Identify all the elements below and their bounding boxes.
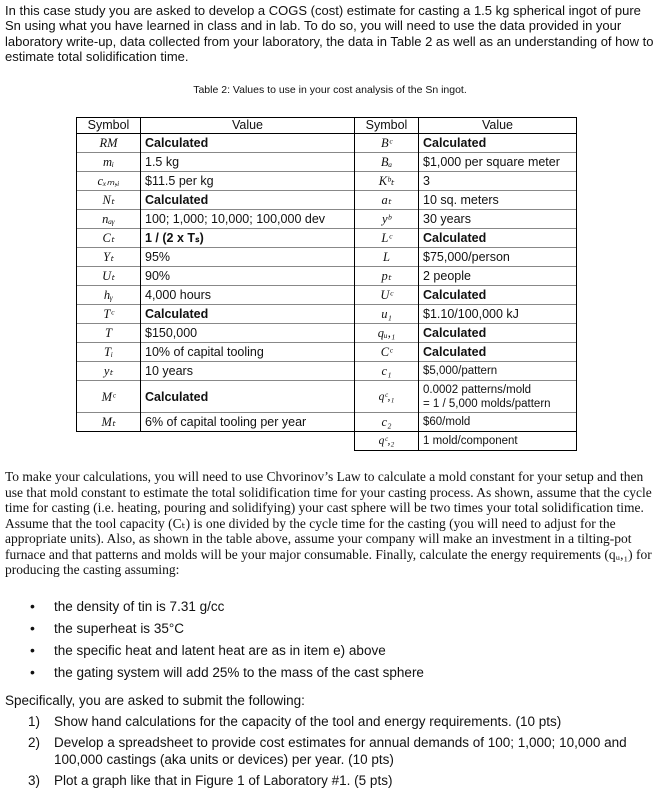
- value-cell: 2 people: [419, 267, 577, 286]
- value-cell: Calculated: [141, 191, 355, 210]
- symbol-cell: Lᶜ: [355, 229, 419, 248]
- value-cell: $150,000: [141, 324, 355, 343]
- value-cell: Calculated: [419, 343, 577, 362]
- table-row: [77, 153, 577, 172]
- value-cell: Calculated: [141, 381, 355, 413]
- value-cell: 90%: [141, 267, 355, 286]
- table-row: [77, 229, 577, 248]
- list-item-text: the density of tin is 7.31 g/cc: [54, 599, 225, 615]
- value-cell: 6% of capital tooling per year: [141, 413, 355, 432]
- symbol-cell: L: [355, 248, 419, 267]
- symbol-cell: yᵇ: [355, 210, 419, 229]
- task-number: 1): [28, 714, 41, 729]
- table-row: [77, 324, 577, 343]
- value-cell: $11.5 per kg: [141, 172, 355, 191]
- value-cell: 1 / (2 x Tₛ): [141, 229, 355, 248]
- table-header-row: [77, 118, 577, 134]
- symbol-cell: Uᶜ: [355, 286, 419, 305]
- table-row: [77, 432, 577, 451]
- list-item: [28, 713, 638, 730]
- symbol-cell: Bᶜ: [355, 134, 419, 153]
- task-text: Plot a graph like that in Figure 1 of Laboratory #1. (5 pts): [54, 773, 393, 788]
- list-item: [30, 618, 424, 640]
- table-row: [77, 248, 577, 267]
- task-list: [28, 713, 638, 793]
- instructions-paragraph: To make your calculations, you will need to use Chvorinov’s Law to calculate a mold constant for your setup and then use that mold constant to estimate the total solidification time for your casting process. As shown, assume that the cycle time for casting (i.e. heating, pouring and solidifying) your cast sphere will be two times your total solidification time. Assume that the tool capacity (Cₜ) is one divided by the cycle time for the casting (you will need to adjust for the appropriate units). Also, as shown in the table above, assume your company will make an investment in a tilting-pot furnace and that patterns and molds will be your major consumable. Finally, calculate the energy requirements (qᵤ,₁) for producing the casting assuming:: [5, 469, 652, 577]
- value-cell: Calculated: [419, 134, 577, 153]
- symbol-cell: Tᶜ: [77, 305, 141, 324]
- symbol-cell: qᶜ,₂: [355, 432, 419, 451]
- values-table: [76, 117, 577, 451]
- symbol-cell: RM: [77, 134, 141, 153]
- symbol-cell: c₂: [355, 413, 419, 432]
- symbol-cell: Kᵇₜ: [355, 172, 419, 191]
- empty-cell: [77, 432, 141, 451]
- value-cell: Calculated: [141, 305, 355, 324]
- table-row: [77, 134, 577, 153]
- value-cell: $60/mold: [419, 413, 577, 432]
- value-cell: 4,000 hours: [141, 286, 355, 305]
- symbol-cell: c₁: [355, 362, 419, 381]
- value-cell: Calculated: [141, 134, 355, 153]
- value-cell: 10 years: [141, 362, 355, 381]
- header-symbol-left: Symbol: [77, 118, 141, 134]
- symbol-cell: Mₜ: [77, 413, 141, 432]
- value-line: 0.0002 patterns/mold: [423, 383, 532, 396]
- list-item: [30, 640, 424, 662]
- value-line: = 1 / 5,000 molds/pattern: [423, 397, 551, 410]
- header-value-right: Value: [419, 118, 577, 134]
- symbol-cell: Cₜ: [77, 229, 141, 248]
- empty-cell: [141, 432, 355, 451]
- task-text: Show hand calculations for the capacity of the tool and energy requirements. (10 pts): [54, 714, 562, 729]
- symbol-cell: Uₜ: [77, 267, 141, 286]
- value-cell: $1.10/100,000 kJ: [419, 305, 577, 324]
- symbol-cell: Cᶜ: [355, 343, 419, 362]
- list-item-text: the gating system will add 25% to the mass of the cast sphere: [54, 665, 424, 681]
- value-cell: 95%: [141, 248, 355, 267]
- bullet-icon: •: [30, 598, 35, 615]
- symbol-cell: Mᶜ: [77, 381, 141, 413]
- table-row: [77, 210, 577, 229]
- value-cell: 10 sq. meters: [419, 191, 577, 210]
- header-symbol-right: Symbol: [355, 118, 419, 134]
- list-item-text: the specific heat and latent heat are as in item e) above: [54, 643, 386, 659]
- symbol-cell: qᶜ,₁: [355, 381, 419, 413]
- symbol-cell: aₜ: [355, 191, 419, 210]
- intro-paragraph: In this case study you are asked to develop a COGS (cost) estimate for casting a 1.5 kg spherical ingot of pure Sn using what you have learned in class and in lab. To do so, you will need to use the data provided in your laboratory write-up, data collected from your laboratory, the data in Table 2 as well as an understanding of how to estimate total solidification time.: [5, 3, 654, 64]
- value-cell: Calculated: [419, 229, 577, 248]
- value-cell: 1 mold/component: [419, 432, 577, 451]
- value-cell: 100; 1,000; 10,000; 100,000 dev: [141, 210, 355, 229]
- task-number: 3): [28, 773, 41, 788]
- symbol-cell: cₓₘ,ᵢ: [77, 172, 141, 191]
- table-row: [77, 305, 577, 324]
- value-cell: 1.5 kg: [141, 153, 355, 172]
- list-item-text: the superheat is 35°C: [54, 621, 184, 637]
- table-row: [77, 286, 577, 305]
- table-row: [77, 172, 577, 191]
- table-row: [77, 381, 577, 413]
- table-row: [77, 267, 577, 286]
- bullet-icon: •: [30, 642, 35, 659]
- value-cell: 3: [419, 172, 577, 191]
- symbol-cell: Nₜ: [77, 191, 141, 210]
- symbol-cell: T: [77, 324, 141, 343]
- table-row: [77, 191, 577, 210]
- task-text: Develop a spreadsheet to provide cost estimates for annual demands of 100; 1,000; 10,000 and 100,000 castings (aka units or devices) per year. (10 pts): [54, 735, 627, 767]
- symbol-cell: Yₜ: [77, 248, 141, 267]
- symbol-cell: Tᵢ: [77, 343, 141, 362]
- assumptions-list: [30, 596, 424, 684]
- value-cell: Calculated: [419, 324, 577, 343]
- table-row: [77, 413, 577, 432]
- symbol-cell: nₐᵧ: [77, 210, 141, 229]
- bullet-icon: •: [30, 620, 35, 637]
- value-cell: $1,000 per square meter: [419, 153, 577, 172]
- symbol-cell: qᵤ,₁: [355, 324, 419, 343]
- value-cell: 10% of capital tooling: [141, 343, 355, 362]
- symbol-cell: mᵢ: [77, 153, 141, 172]
- value-cell: 30 years: [419, 210, 577, 229]
- value-cell: Calculated: [419, 286, 577, 305]
- task-number: 2): [28, 735, 41, 750]
- symbol-cell: u₁: [355, 305, 419, 324]
- submission-heading: Specifically, you are asked to submit the following:: [5, 693, 305, 708]
- table-caption: Table 2: Values to use in your cost analysis of the Sn ingot.: [193, 84, 467, 96]
- list-item: [28, 734, 638, 768]
- value-cell: $5,000/pattern: [419, 362, 577, 381]
- value-cell: $75,000/person: [419, 248, 577, 267]
- table-row: [77, 362, 577, 381]
- header-value-left: Value: [141, 118, 355, 134]
- symbol-cell: hᵧ: [77, 286, 141, 305]
- symbol-cell: yₜ: [77, 362, 141, 381]
- value-cell: [419, 381, 577, 413]
- table-row: [77, 343, 577, 362]
- list-item: [28, 772, 638, 789]
- symbol-cell: pₜ: [355, 267, 419, 286]
- list-item: [30, 662, 424, 684]
- symbol-cell: Bₐ: [355, 153, 419, 172]
- list-item: [30, 596, 424, 618]
- bullet-icon: •: [30, 664, 35, 681]
